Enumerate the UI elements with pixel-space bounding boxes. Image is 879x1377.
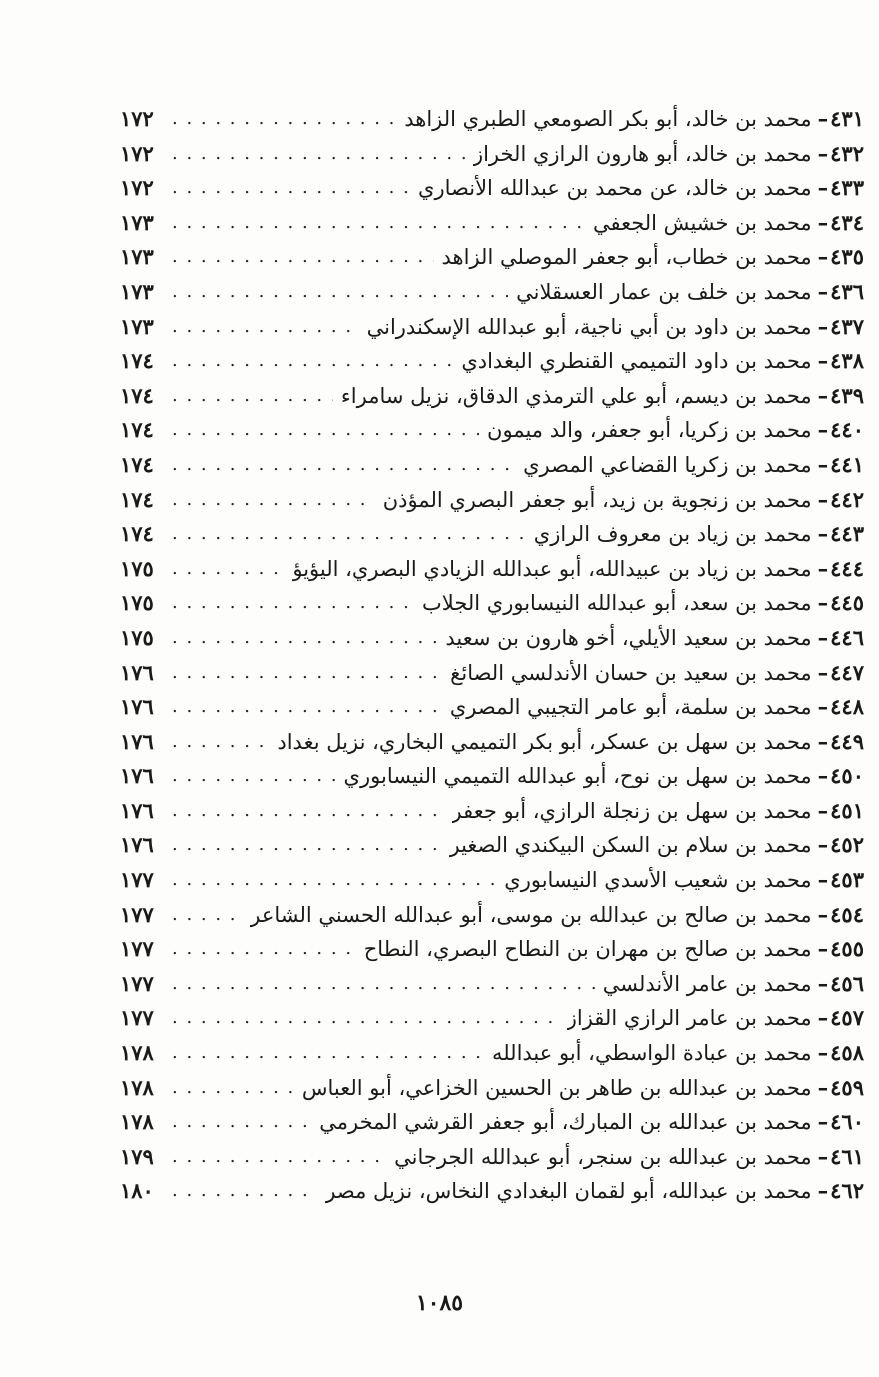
entry-title: محمد بن عبدالله بن سنجر، أبو عبدالله الجرجاني — [394, 1144, 812, 1169]
entry-title: محمد بن عبدالله بن طاهر بن الحسين الخزاعي، أبو العباس — [301, 1075, 812, 1100]
entry-dash: – — [817, 209, 829, 235]
entry-dash: – — [817, 970, 829, 996]
entry-page-number: ١٧٣ — [120, 313, 154, 339]
entry-page-number: ١٧٤ — [120, 417, 154, 443]
entry-title: محمد بن زياد بن معروف الرازي — [533, 522, 812, 547]
toc-entry — [120, 1071, 864, 1106]
entry-page-number: ١٧٢ — [120, 140, 154, 166]
dot-leader — [172, 794, 444, 829]
entry-number: ٤٣٩ — [830, 382, 864, 408]
dot-leader — [172, 828, 441, 863]
entry-number: ٤٥٦ — [830, 970, 864, 996]
toc-entry — [120, 932, 864, 967]
dot-leader — [172, 1071, 294, 1106]
dot-leader — [172, 898, 242, 933]
toc-entry — [120, 967, 864, 1002]
entry-dash: – — [817, 797, 829, 823]
toc-entry — [120, 656, 864, 691]
entry-title: محمد بن زكريا، أبو جعفر، والد ميمون — [487, 418, 812, 443]
entry-dash: – — [817, 244, 829, 270]
entry-page-number: ١٧٦ — [120, 659, 154, 685]
dot-leader — [172, 1174, 317, 1209]
entry-dash: – — [817, 1109, 829, 1135]
entry-page-number: ١٧٧ — [120, 1005, 154, 1031]
entry-page-number: ١٧٤ — [120, 382, 154, 408]
dot-leader — [172, 967, 595, 1002]
entry-dash: – — [817, 1178, 829, 1204]
dot-leader — [172, 1140, 386, 1175]
entry-dash: – — [817, 382, 829, 408]
toc-entry — [120, 344, 864, 379]
entry-title: محمد بن خالد، أبو بكر الصومعي الطبري الزاهد — [404, 107, 812, 131]
entry-page-number: ١٧٨ — [120, 1109, 154, 1135]
entry-number: ٤٥٤ — [830, 901, 864, 927]
entry-number: ٤٣٣ — [830, 175, 864, 201]
entry-page-number: ١٧٦ — [120, 728, 154, 754]
dot-leader — [172, 725, 269, 760]
dot-leader — [172, 1105, 311, 1140]
toc-entry — [120, 102, 864, 137]
dot-leader — [172, 137, 465, 172]
entry-title: محمد بن سهل بن عسكر، أبو بكر التميمي البخاري، نزيل بغداد — [277, 729, 812, 754]
toc-entry — [120, 621, 864, 656]
entry-number: ٤٦١ — [830, 1143, 864, 1169]
entry-page-number: ١٧٩ — [120, 1143, 154, 1169]
dot-leader — [172, 656, 442, 691]
dot-leader — [172, 517, 526, 552]
toc-entry — [120, 310, 864, 345]
entry-title: محمد بن سهل بن نوح، أبو عبدالله التميمي النيسابوري — [343, 764, 812, 789]
dot-leader — [172, 344, 453, 379]
entry-dash: – — [817, 1074, 829, 1100]
entry-number: ٤٤٩ — [830, 728, 864, 754]
toc-entry — [120, 413, 864, 448]
entry-page-number: ١٧٧ — [120, 970, 154, 996]
entry-dash: – — [817, 451, 829, 477]
entry-page-number: ١٧٦ — [120, 763, 154, 789]
entry-title: محمد بن خالد، عن محمد بن عبدالله الأنصاري — [418, 176, 812, 201]
entry-dash: – — [817, 348, 829, 374]
entry-title: محمد بن داود التميمي القنطري البغدادي — [461, 349, 812, 374]
entry-title: محمد بن صالح بن مهران بن النطاح البصري، النطاح — [363, 937, 812, 962]
entry-dash: – — [817, 417, 829, 443]
toc-entry — [120, 448, 864, 483]
entry-number: ٤٣٤ — [830, 209, 864, 235]
entry-page-number: ١٧٢ — [120, 175, 154, 201]
entry-dash: – — [817, 106, 829, 131]
entry-title: محمد بن خلف بن عمار العسقلاني — [516, 279, 812, 304]
entry-dash: – — [817, 313, 829, 339]
entry-page-number: ١٧٢ — [120, 106, 154, 131]
entry-title: محمد بن زنجوية بن زيد، أبو جعفر البصري المؤذن — [382, 487, 812, 512]
dot-leader — [172, 206, 585, 241]
entry-number: ٤٤٥ — [830, 590, 864, 616]
dot-leader — [172, 379, 333, 414]
entry-title: محمد بن زياد بن عبيدالله، أبو عبدالله الزيادي البصري، اليؤيؤ — [292, 556, 812, 581]
entry-title: محمد بن سعيد بن حسان الأندلسي الصائغ — [450, 660, 812, 685]
entry-number: ٤٣٢ — [830, 140, 864, 166]
entry-title: محمد بن خالد، أبو هارون الرازي الخراز — [472, 141, 812, 166]
entry-page-number: ١٧٥ — [120, 590, 154, 616]
dot-leader — [172, 240, 434, 275]
entry-page-number: ١٧٤ — [120, 521, 154, 547]
entry-title: محمد بن صالح بن عبدالله بن موسى، أبو عبدالله الحسني الشاعر — [250, 902, 812, 927]
entry-page-number: ١٧٤ — [120, 348, 154, 374]
entry-title: محمد بن زكريا القضاعي المصري — [523, 452, 812, 477]
entry-title: محمد بن عامر الرازي القزاز — [566, 1006, 812, 1031]
entry-page-number: ١٧٨ — [120, 1040, 154, 1066]
toc-entry — [120, 586, 864, 621]
entry-dash: – — [817, 867, 829, 893]
entry-number: ٤٣٦ — [830, 278, 864, 304]
dot-leader — [172, 171, 410, 206]
dot-leader — [172, 863, 496, 898]
entry-page-number: ١٧٣ — [120, 278, 154, 304]
entry-page-number: ١٧٥ — [120, 555, 154, 581]
entry-dash: – — [817, 694, 829, 720]
toc-entry — [120, 1174, 864, 1209]
entry-title: محمد بن داود بن أبي ناجية، أبو عبدالله الإسكندراني — [366, 314, 812, 339]
toc-entry — [120, 1105, 864, 1140]
entry-number: ٤٤٠ — [830, 417, 864, 443]
toc-entry — [120, 275, 864, 310]
entry-number: ٤٥٢ — [830, 832, 864, 858]
toc-entry — [120, 828, 864, 863]
toc-entry — [120, 379, 864, 414]
entry-number: ٤٤٧ — [830, 659, 864, 685]
dot-leader — [172, 552, 284, 587]
entry-number: ٤٣٨ — [830, 348, 864, 374]
dot-leader — [172, 102, 396, 137]
toc-entry — [120, 240, 864, 275]
toc-entry — [120, 137, 864, 172]
entry-title: محمد بن خشيش الجعفي — [592, 210, 812, 235]
entry-number: ٤٤٦ — [830, 624, 864, 650]
entry-number: ٤٤١ — [830, 451, 864, 477]
toc-entry — [120, 794, 864, 829]
entry-dash: – — [817, 659, 829, 685]
dot-leader — [172, 483, 375, 518]
entry-page-number: ١٧٤ — [120, 486, 154, 512]
entry-dash: – — [817, 901, 829, 927]
toc-entry — [120, 171, 864, 206]
toc-entry — [120, 725, 864, 760]
entry-title: محمد بن سلمة، أبو عامر التجيبي المصري — [449, 695, 812, 720]
entry-number: ٤٥٨ — [830, 1040, 864, 1066]
page-number: ١٠٨٥ — [415, 1290, 464, 1316]
entry-title: محمد بن عبادة الواسطي، أبو عبدالله — [491, 1041, 812, 1066]
entry-dash: – — [817, 555, 829, 581]
toc-entry — [120, 690, 864, 725]
entry-dash: – — [817, 1005, 829, 1031]
entry-page-number: ١٨٠ — [120, 1178, 154, 1204]
entry-title: محمد بن عبدالله بن المبارك، أبو جعفر القرشي المخرمي — [319, 1110, 812, 1135]
entry-number: ٤٦٢ — [830, 1178, 864, 1204]
dot-leader — [172, 275, 508, 310]
entry-dash: – — [817, 763, 829, 789]
entry-page-number: ١٧٦ — [120, 694, 154, 720]
entry-number: ٤٤٢ — [830, 486, 864, 512]
entry-number: ٤٣٥ — [830, 244, 864, 270]
entry-dash: – — [817, 624, 829, 650]
dot-leader — [172, 586, 414, 621]
toc-entry — [120, 898, 864, 933]
toc-entry — [120, 517, 864, 552]
entry-title: محمد بن شعيب الأسدي النيسابوري — [504, 868, 812, 893]
entry-number: ٤٣١ — [830, 106, 864, 131]
entry-number: ٤٦٠ — [830, 1109, 864, 1135]
entry-page-number: ١٧٤ — [120, 451, 154, 477]
toc-entry — [120, 483, 864, 518]
entry-title: محمد بن ديسم، أبو علي الترمذي الدقاق، نزيل سامراء — [340, 383, 812, 408]
entry-number: ٤٥٧ — [830, 1005, 864, 1031]
toc-entry — [120, 863, 864, 898]
dot-leader — [172, 759, 336, 794]
entry-dash: – — [817, 1040, 829, 1066]
dot-leader — [172, 932, 356, 967]
toc-entry — [120, 1001, 864, 1036]
entry-dash: – — [817, 728, 829, 754]
dot-leader — [172, 621, 437, 656]
entry-number: ٤٤٣ — [830, 521, 864, 547]
toc-entry — [120, 759, 864, 794]
entry-title: محمد بن خطاب، أبو جعفر الموصلي الزاهد — [441, 245, 812, 270]
dot-leader — [172, 1001, 559, 1036]
entry-title: محمد بن سهل بن زنجلة الرازي، أبو جعفر — [451, 798, 812, 823]
entry-page-number: ١٧٧ — [120, 901, 154, 927]
entry-page-number: ١٧٣ — [120, 244, 154, 270]
entry-dash: – — [817, 1143, 829, 1169]
entry-dash: – — [817, 140, 829, 166]
dot-leader — [172, 1036, 484, 1071]
entry-title: محمد بن سعيد الأيلي، أخو هارون بن سعيد — [445, 625, 812, 650]
entry-page-number: ١٧٦ — [120, 797, 154, 823]
toc-entry — [120, 552, 864, 587]
entry-title: محمد بن سعد، أبو عبدالله النيسابوري الجلاب — [422, 591, 812, 616]
entry-title: محمد بن سلام بن السكن البيكندي الصغير — [449, 833, 812, 858]
entry-number: ٤٤٤ — [830, 555, 864, 581]
entry-number: ٤٥٠ — [830, 763, 864, 789]
entry-title: محمد بن عبدالله، أبو لقمان البغدادي النخاس، نزيل مصر — [325, 1179, 812, 1204]
entry-title: محمد بن عامر الأندلسي — [602, 971, 812, 996]
dot-leader — [172, 413, 479, 448]
dot-leader — [172, 310, 359, 345]
entry-page-number: ١٧٨ — [120, 1074, 154, 1100]
entry-number: ٤٥٣ — [830, 867, 864, 893]
entry-number: ٤٥٩ — [830, 1074, 864, 1100]
entry-dash: – — [817, 590, 829, 616]
dot-leader — [172, 690, 442, 725]
entry-dash: – — [817, 175, 829, 201]
toc-entry — [120, 1036, 864, 1071]
dot-leader — [172, 448, 515, 483]
entry-page-number: ١٧٣ — [120, 209, 154, 235]
toc-entry — [120, 206, 864, 241]
table-of-contents — [120, 102, 864, 1209]
entry-dash: – — [817, 521, 829, 547]
entry-dash: – — [817, 936, 829, 962]
entry-number: ٤٥٥ — [830, 936, 864, 962]
entry-dash: – — [817, 832, 829, 858]
entry-number: ٤٤٨ — [830, 694, 864, 720]
entry-number: ٤٥١ — [830, 797, 864, 823]
entry-page-number: ١٧٧ — [120, 936, 154, 962]
entry-page-number: ١٧٧ — [120, 867, 154, 893]
entry-page-number: ١٧٥ — [120, 624, 154, 650]
entry-dash: – — [817, 278, 829, 304]
entry-page-number: ١٧٦ — [120, 832, 154, 858]
entry-number: ٤٣٧ — [830, 313, 864, 339]
entry-dash: – — [817, 486, 829, 512]
toc-entry — [120, 1140, 864, 1175]
